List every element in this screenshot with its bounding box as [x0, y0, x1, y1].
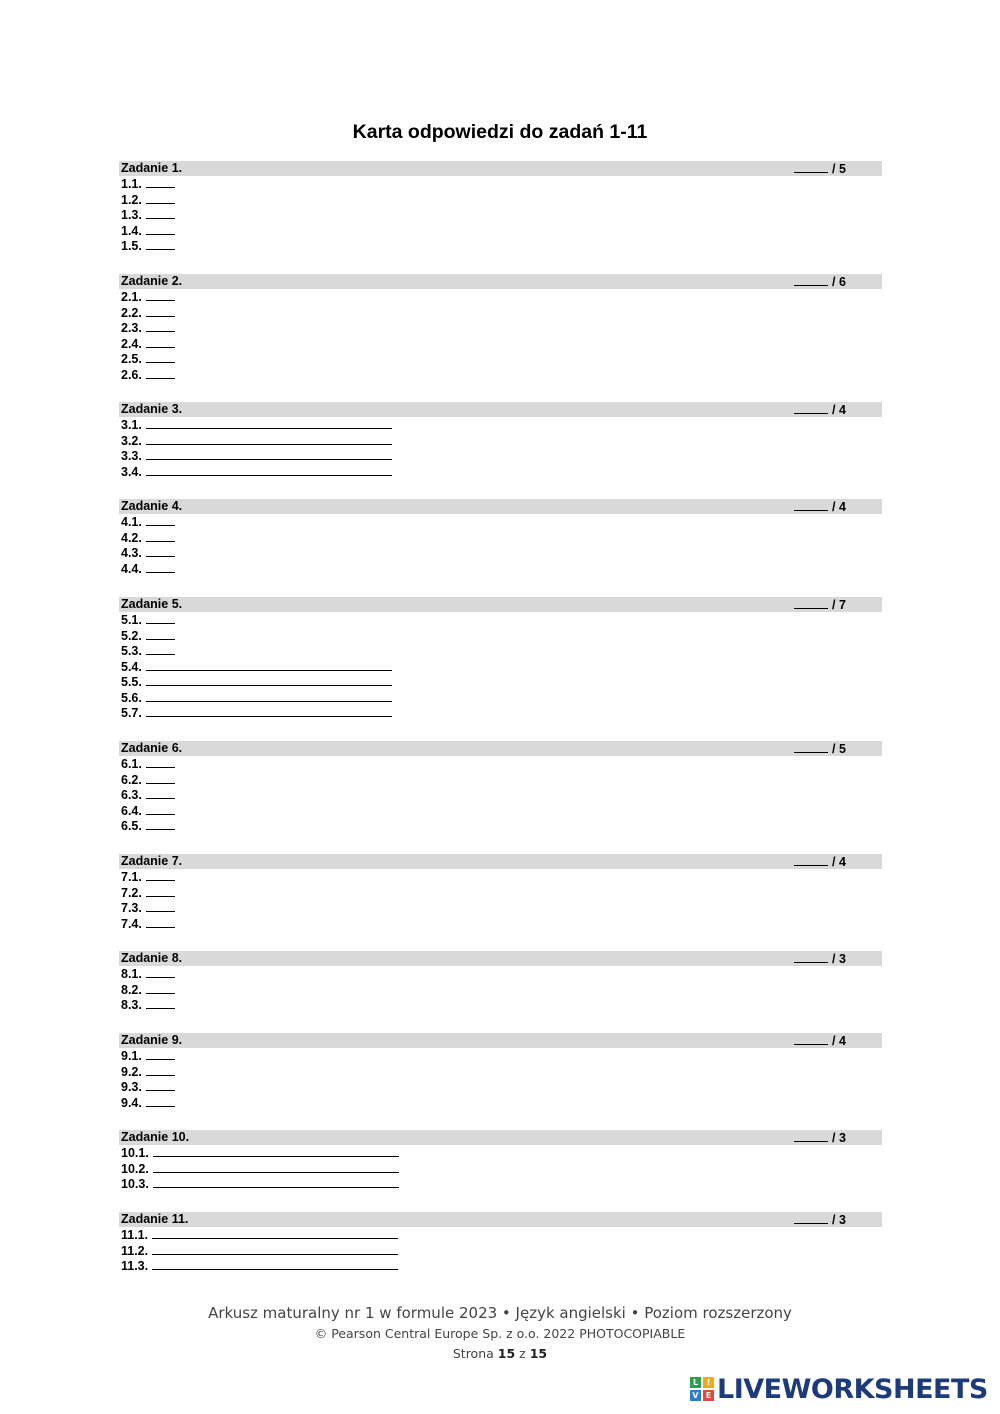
- answer-long-blank-field[interactable]: [146, 464, 392, 476]
- answer-label: 1.2.: [121, 192, 142, 207]
- section-zadanie-4: [119, 499, 882, 576]
- answer-label: 5.6.: [121, 690, 142, 705]
- answer-item: [121, 705, 882, 721]
- answer-item: [121, 238, 882, 254]
- section-score: [794, 1130, 846, 1146]
- answer-label: 3.1.: [121, 418, 142, 432]
- section-header: [119, 951, 882, 966]
- answer-label: 7.3.: [121, 901, 142, 915]
- section-title: Zadanie 1.: [121, 161, 183, 175]
- answer-label: 3.3.: [121, 449, 142, 463]
- answer-label: 2.5.: [121, 352, 142, 366]
- answer-label: 1.3.: [121, 208, 142, 222]
- footer: [0, 1302, 1000, 1364]
- score-max: / 6: [832, 275, 846, 289]
- answer-long-blank-field[interactable]: [153, 1145, 399, 1157]
- section-title: Zadanie 9.: [121, 1033, 183, 1047]
- logo-icon-tile: I: [703, 1377, 714, 1388]
- answer-label: 11.2.: [121, 1243, 149, 1258]
- page-prefix: Strona: [452, 1346, 494, 1361]
- section-score: [794, 499, 846, 515]
- page-title: Karta odpowiedzi do zadań 1-11: [352, 121, 648, 143]
- section-header: [119, 741, 882, 756]
- answer-item: [121, 772, 882, 788]
- answer-label: 1.5.: [121, 239, 142, 253]
- answer-blank-field[interactable]: [146, 997, 175, 1009]
- answer-blank-field[interactable]: [146, 530, 175, 542]
- section-title: Zadanie 2.: [121, 274, 183, 288]
- answer-long-blank-field[interactable]: [152, 1227, 398, 1239]
- score-max: / 3: [832, 1131, 846, 1145]
- answer-label: 7.2.: [121, 885, 142, 900]
- page-current: 15: [497, 1346, 516, 1361]
- answer-long-blank-field[interactable]: [153, 1176, 399, 1188]
- section-header: [119, 161, 882, 176]
- answer-item: [121, 659, 882, 675]
- answer-label: 5.5.: [121, 675, 142, 689]
- answer-label: 2.6.: [121, 367, 142, 382]
- section-header: [119, 1212, 882, 1227]
- answer-blank-field[interactable]: [146, 223, 175, 235]
- answer-long-blank-field[interactable]: [146, 417, 392, 429]
- footer-page-number: [0, 1344, 1000, 1364]
- section-zadanie-9: [119, 1033, 882, 1110]
- answer-item: [121, 997, 882, 1013]
- section-zadanie-11: [119, 1212, 882, 1274]
- section-header: [119, 1130, 882, 1145]
- section-header: [119, 597, 882, 612]
- section-title: Zadanie 4.: [121, 499, 183, 513]
- section-zadanie-3: [119, 402, 882, 479]
- answer-long-blank-field[interactable]: [146, 448, 392, 460]
- score-max: / 3: [832, 1213, 846, 1227]
- answer-item: [121, 869, 882, 885]
- answer-label: 7.4.: [121, 916, 142, 931]
- answer-item: [121, 982, 882, 998]
- answer-item: [121, 207, 882, 223]
- answer-item: [121, 1176, 882, 1192]
- answer-item: [121, 1243, 882, 1259]
- score-blank-field[interactable]: [794, 499, 828, 511]
- answer-item: [121, 1095, 882, 1111]
- answer-label: 6.2.: [121, 772, 142, 787]
- answer-blank-field[interactable]: [146, 1095, 175, 1107]
- answer-blank-field[interactable]: [146, 289, 175, 301]
- answer-item: [121, 1145, 882, 1161]
- page-separator: z: [519, 1346, 526, 1361]
- answer-item: [121, 966, 882, 982]
- answer-blank-field[interactable]: [146, 192, 175, 204]
- section-header: [119, 1033, 882, 1048]
- answer-label: 5.4.: [121, 659, 142, 674]
- answer-label: 6.1.: [121, 757, 142, 771]
- answer-label: 9.4.: [121, 1095, 142, 1110]
- answer-item: [121, 448, 882, 464]
- answer-item: [121, 787, 882, 803]
- answer-item: [121, 351, 882, 367]
- answer-item: [121, 612, 882, 628]
- section-header: [119, 854, 882, 869]
- answer-item: [121, 916, 882, 932]
- score-max: / 4: [832, 500, 846, 514]
- section-zadanie-7: [119, 854, 882, 931]
- answer-long-blank-field[interactable]: [146, 690, 392, 702]
- answer-label: 11.3.: [121, 1259, 149, 1273]
- answer-item: [121, 803, 882, 819]
- answer-blank-field[interactable]: [146, 803, 175, 815]
- footer-copyright: © Pearson Central Europe Sp. z o.o. 2022 PHOTOCOPIABLE: [314, 1326, 686, 1341]
- score-blank-field[interactable]: [794, 402, 828, 414]
- footer-exam-info: Arkusz maturalny nr 1 w formule 2023 • Język angielski • Poziom rozszerzony: [208, 1304, 792, 1322]
- answer-label: 10.1.: [121, 1146, 149, 1160]
- section-score: [794, 951, 846, 967]
- answer-long-blank-field[interactable]: [146, 659, 392, 671]
- answer-label: 2.3.: [121, 321, 142, 335]
- section-title: Zadanie 6.: [121, 741, 183, 755]
- section-zadanie-8: [119, 951, 882, 1013]
- answer-blank-field[interactable]: [146, 367, 175, 379]
- answer-item: [121, 417, 882, 433]
- score-blank-field[interactable]: [794, 1033, 828, 1045]
- answer-label: 3.4.: [121, 464, 142, 479]
- answer-blank-field[interactable]: [146, 561, 175, 573]
- section-zadanie-5: [119, 597, 882, 721]
- section-zadanie-10: [119, 1130, 882, 1192]
- section-zadanie-2: [119, 274, 882, 382]
- answer-label: 2.1.: [121, 290, 142, 304]
- answer-item: [121, 367, 882, 383]
- section-header: [119, 274, 882, 289]
- answer-item: [121, 1161, 882, 1177]
- liveworksheets-logo-text: LIVEWORKSHEETS: [717, 1373, 988, 1405]
- answer-item: [121, 1079, 882, 1095]
- answer-label: 9.1.: [121, 1049, 142, 1063]
- score-blank-field[interactable]: [794, 597, 828, 609]
- answer-blank-field[interactable]: [146, 982, 175, 994]
- answer-label: 8.2.: [121, 982, 142, 997]
- answer-item: [121, 223, 882, 239]
- score-max: / 3: [832, 952, 846, 966]
- answer-item: [121, 1258, 882, 1274]
- answer-item: [121, 530, 882, 546]
- answer-item: [121, 176, 882, 192]
- score-blank-field[interactable]: [794, 1212, 828, 1224]
- answer-blank-field[interactable]: [146, 1064, 175, 1076]
- answer-item: [121, 433, 882, 449]
- answer-blank-field[interactable]: [146, 238, 175, 250]
- answer-item: [121, 628, 882, 644]
- answer-item: [121, 885, 882, 901]
- answer-blank-field[interactable]: [146, 1048, 175, 1060]
- answer-label: 2.4.: [121, 336, 142, 351]
- section-score: [794, 741, 846, 757]
- answer-label: 9.3.: [121, 1080, 142, 1094]
- score-max: / 4: [832, 403, 846, 417]
- answer-label: 8.1.: [121, 967, 142, 981]
- answer-label: 5.3.: [121, 644, 142, 658]
- section-title: Zadanie 8.: [121, 951, 183, 965]
- liveworksheets-logo[interactable]: [690, 1374, 988, 1404]
- section-zadanie-1: [119, 161, 882, 254]
- answer-item: [121, 900, 882, 916]
- score-blank-field[interactable]: [794, 1130, 828, 1142]
- answer-long-blank-field[interactable]: [146, 705, 392, 717]
- answer-label: 5.1.: [121, 613, 142, 627]
- section-title: Zadanie 5.: [121, 597, 183, 611]
- logo-icon-tile: V: [690, 1390, 701, 1401]
- answer-blank-field[interactable]: [146, 336, 175, 348]
- answer-item: [121, 674, 882, 690]
- section-score: [794, 854, 846, 870]
- answer-blank-field[interactable]: [146, 305, 175, 317]
- score-blank-field[interactable]: [794, 951, 828, 963]
- section-title: Zadanie 3.: [121, 402, 183, 416]
- answer-label: 3.2.: [121, 433, 142, 448]
- answer-item: [121, 192, 882, 208]
- answer-label: 2.2.: [121, 305, 142, 320]
- answer-blank-field[interactable]: [146, 628, 175, 640]
- answer-blank-field[interactable]: [146, 351, 175, 363]
- answer-long-blank-field[interactable]: [152, 1258, 398, 1270]
- answer-label: 1.1.: [121, 177, 142, 191]
- section-score: [794, 1212, 846, 1228]
- answer-label: 4.4.: [121, 561, 142, 576]
- score-blank-field[interactable]: [794, 741, 828, 753]
- score-blank-field[interactable]: [794, 161, 828, 173]
- answer-label: 1.4.: [121, 223, 142, 238]
- answer-blank-field[interactable]: [146, 900, 175, 912]
- answer-blank-field[interactable]: [146, 818, 175, 830]
- score-max: / 4: [832, 1034, 846, 1048]
- section-title: Zadanie 10.: [121, 1130, 190, 1144]
- logo-icon-tile: L: [690, 1377, 701, 1388]
- section-title: Zadanie 11.: [121, 1212, 189, 1226]
- section-score: [794, 161, 846, 177]
- liveworksheets-logo-icon: [690, 1377, 714, 1401]
- answer-item: [121, 690, 882, 706]
- score-max: / 5: [832, 162, 846, 176]
- answer-item: [121, 818, 882, 834]
- answer-blank-field[interactable]: [146, 772, 175, 784]
- logo-icon-tile: E: [703, 1390, 714, 1401]
- page-total: 15: [529, 1346, 548, 1361]
- answer-item: [121, 1227, 882, 1243]
- answer-blank-field[interactable]: [146, 1079, 175, 1091]
- answer-blank-field[interactable]: [146, 966, 175, 978]
- answer-item: [121, 643, 882, 659]
- section-title: Zadanie 7.: [121, 854, 183, 868]
- answer-label: 10.3.: [121, 1177, 149, 1191]
- answer-label: 6.4.: [121, 803, 142, 818]
- section-header: [119, 402, 882, 417]
- answer-item: [121, 1048, 882, 1064]
- score-max: / 7: [832, 598, 846, 612]
- answer-blank-field[interactable]: [146, 514, 175, 526]
- answer-blank-field[interactable]: [146, 916, 175, 928]
- score-max: / 4: [832, 855, 846, 869]
- answer-label: 5.2.: [121, 628, 142, 643]
- answer-label: 4.3.: [121, 546, 142, 560]
- answer-label: 4.1.: [121, 515, 142, 529]
- answer-blank-field[interactable]: [146, 545, 175, 557]
- answer-long-blank-field[interactable]: [146, 433, 392, 445]
- answer-label: 5.7.: [121, 706, 142, 720]
- answer-item: [121, 514, 882, 530]
- answer-blank-field[interactable]: [146, 320, 175, 332]
- section-score: [794, 597, 846, 613]
- answer-item: [121, 289, 882, 305]
- answer-item: [121, 305, 882, 321]
- section-header: [119, 499, 882, 514]
- answer-label: 4.2.: [121, 530, 142, 545]
- answer-item: [121, 320, 882, 336]
- answer-label: 9.2.: [121, 1064, 142, 1079]
- answer-label: 6.5.: [121, 819, 142, 833]
- answer-item: [121, 545, 882, 561]
- section-score: [794, 1033, 846, 1049]
- answer-item: [121, 1064, 882, 1080]
- answer-label: 8.3.: [121, 998, 142, 1012]
- answer-item: [121, 756, 882, 772]
- score-max: / 5: [832, 742, 846, 756]
- answer-blank-field[interactable]: [146, 207, 175, 219]
- answer-label: 11.1.: [121, 1228, 149, 1242]
- section-score: [794, 402, 846, 418]
- answer-label: 7.1.: [121, 870, 142, 884]
- section-score: [794, 274, 846, 290]
- answer-long-blank-field[interactable]: [153, 1161, 399, 1173]
- answer-blank-field[interactable]: [146, 869, 175, 881]
- section-zadanie-6: [119, 741, 882, 834]
- answer-item: [121, 336, 882, 352]
- answer-item: [121, 464, 882, 480]
- answer-label: 10.2.: [121, 1161, 149, 1176]
- answer-blank-field[interactable]: [146, 176, 175, 188]
- answer-long-blank-field[interactable]: [146, 674, 392, 686]
- score-blank-field[interactable]: [794, 274, 828, 286]
- answer-label: 6.3.: [121, 788, 142, 802]
- answer-long-blank-field[interactable]: [152, 1243, 398, 1255]
- answer-item: [121, 561, 882, 577]
- answer-blank-field[interactable]: [146, 787, 175, 799]
- answer-blank-field[interactable]: [146, 612, 175, 624]
- answer-blank-field[interactable]: [146, 756, 175, 768]
- answer-blank-field[interactable]: [146, 643, 175, 655]
- score-blank-field[interactable]: [794, 854, 828, 866]
- answer-blank-field[interactable]: [146, 885, 175, 897]
